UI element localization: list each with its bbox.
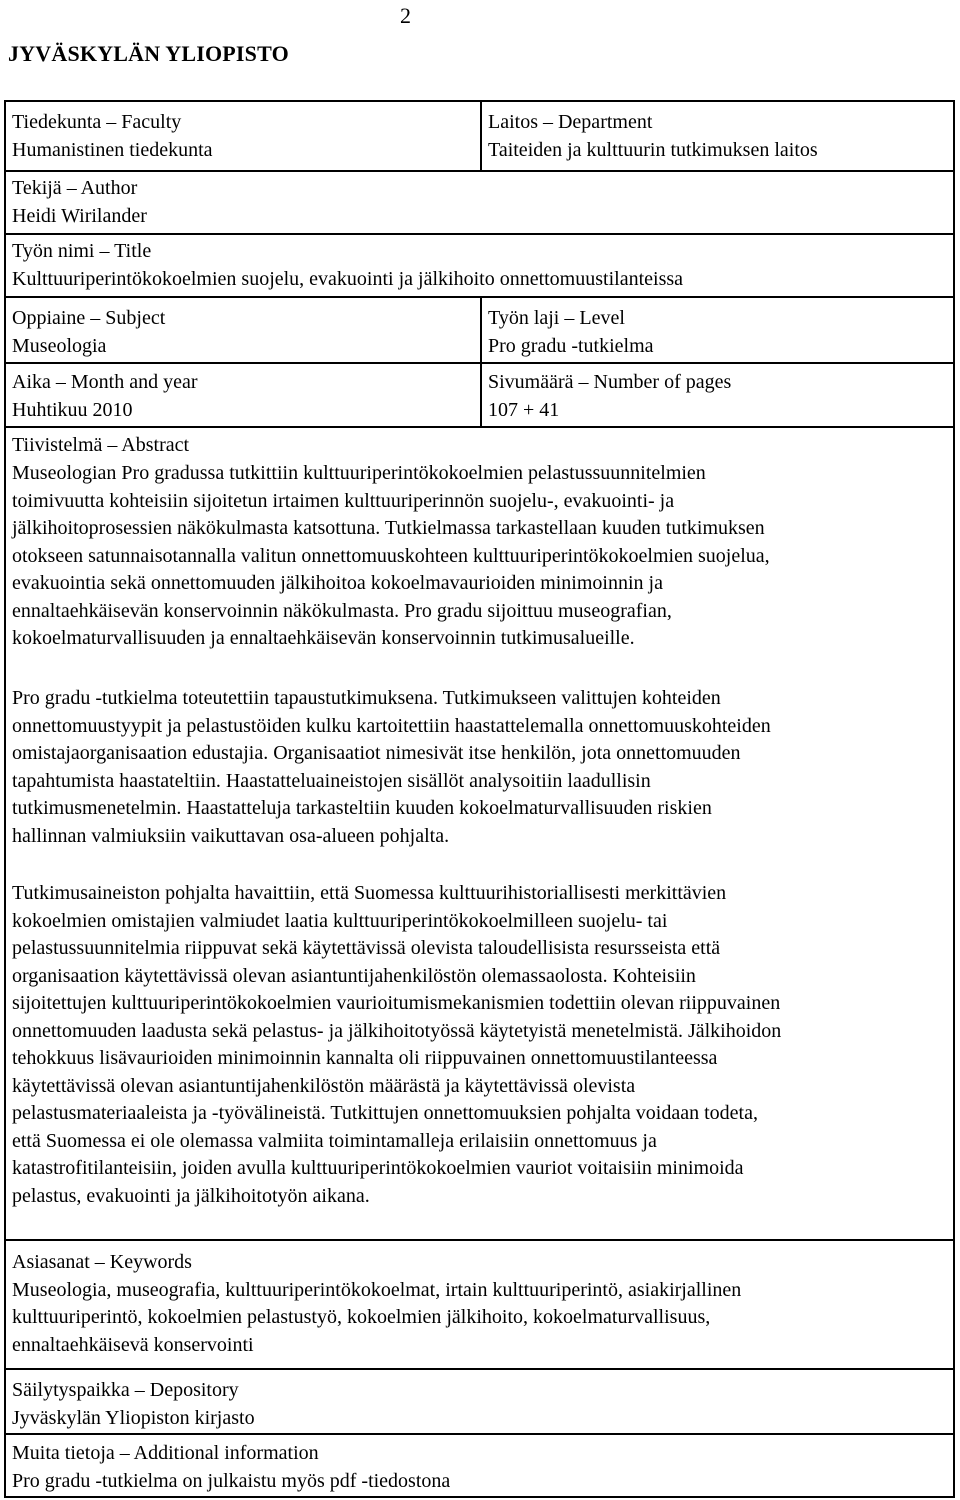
title-label: Työn nimi – Title — [12, 240, 152, 262]
faculty-divider — [480, 102, 482, 170]
level-cell — [488, 304, 654, 360]
text-line: onnettomuustyypit ja pelastustöiden kulku kartoitettiin haastattelemalla onnettomuuskohteiden — [12, 714, 771, 737]
depository-cell — [12, 1376, 255, 1432]
text-line: onnettomuuden laadusta sekä pelastus- ja jälkihoitotyössä käytetyistä menetelmistä. Jälkihoidon — [12, 1019, 782, 1042]
abstract-label: Tiivistelmä – Abstract — [12, 434, 190, 456]
divider — [6, 170, 953, 172]
additional-cell — [12, 1439, 450, 1495]
faculty-value: Humanistinen tiedekunta — [12, 139, 213, 161]
text-line: kokoelmaturvallisuuden ja ennaltaehkäisevän konservoinnin tutkimusalueille. — [12, 627, 635, 649]
department-label: Laitos – Department — [488, 111, 653, 133]
pages-value: 107 + 41 — [488, 399, 560, 421]
subject-cell — [12, 304, 165, 360]
depository-value: Jyväskylän Yliopiston kirjasto — [12, 1407, 255, 1429]
title-value: Kulttuuriperintökokoelmien suojelu, evakuointi ja jälkihoito onnettomuustilanteissa — [12, 268, 684, 290]
divider — [6, 426, 953, 428]
level-divider — [480, 296, 482, 426]
department-value: Taiteiden ja kulttuurin tutkimuksen laitos — [488, 139, 818, 161]
text-line: käytettävissä olevan asiantuntijahenkilöstön määrästä ja käytettävissä olevista — [12, 1074, 636, 1097]
text-line: evakuointia sekä onnettomuuden jälkihoitoa kokoelmavaurioiden minimoinnin ja — [12, 572, 663, 594]
faculty-cell — [12, 108, 213, 164]
author-label: Tekijä – Author — [12, 177, 138, 199]
text-line: tutkimusmenetelmin. Haastatteluja tarkasteltiin kuuden kokoelmaturvallisuuden riskien — [12, 797, 712, 819]
text-line: kulttuuriperintö, kokoelmien pelastustyö, kokoelmien jälkihoito, kokoelmaturvallisuus, — [12, 1306, 711, 1328]
text-line: ennaltaehkäisevä konservointi — [12, 1333, 254, 1356]
keywords-section — [12, 1249, 948, 1359]
text-line: kokoelmien omistajien valmiudet laatia kulttuuriperintökokoelmilleen suojelu- tai — [12, 909, 668, 932]
faculty-label: Tiedekunta – Faculty — [12, 111, 182, 133]
university-name: JYVÄSKYLÄN YLIOPISTO — [8, 41, 289, 66]
text-line: otokseen satunnaisotannalla valitun onnettomuuskohteen kulttuuriperintökokoelmien suojelua, — [12, 544, 770, 567]
text-line: pelastusmateriaaleista ja -työvälineistä. Tutkittujen onnettomuuksien pohjalta voidaan todeta, — [12, 1102, 758, 1124]
text-line: pelastussuunnitelmia riippuvat sekä käytettävissä olevista taloudellisista resursseista että — [12, 937, 721, 959]
date-label: Aika – Month and year — [12, 371, 198, 393]
pages-label: Sivumäärä – Number of pages — [488, 371, 732, 393]
text-line: organisaation käytettävissä olevan asiantuntijahenkilöstön olemassaolosta. Kohteisiin — [12, 964, 696, 987]
text-line: ennaltaehkäisevän konservoinnin näkökulmasta. Pro gradu sijoittuu museografian, — [12, 599, 672, 622]
date-cell — [12, 368, 198, 424]
text-line: toimivuutta kohteisiin sijoitetun irtaimen kulttuuriperinnön suojelu-, evakuointi- ja — [12, 489, 675, 512]
abstract-paragraph-3 — [12, 880, 948, 1210]
date-value: Huhtikuu 2010 — [12, 399, 133, 421]
text-line: jälkihoitoprosessien näkökulmasta katsottuna. Tutkielmassa tarkastellaan kuuden tutkimuksen — [12, 517, 765, 539]
abstract-section — [12, 432, 948, 460]
subject-value: Museologia — [12, 335, 107, 357]
abstract-paragraph-2 — [12, 685, 948, 850]
keywords-label: Asiasanat – Keywords — [12, 1251, 192, 1273]
title-cell — [12, 237, 683, 293]
abstract-paragraph-1 — [12, 460, 948, 653]
text-line: tehokkuus lisävaurioiden minimoinnin kannalta oli riippuvainen onnettomuustilanteessa — [12, 1047, 718, 1069]
page-number: 2 — [400, 3, 411, 28]
additional-label: Muita tietoja – Additional information — [12, 1442, 319, 1464]
text-line: hallinnan valmiuksiin vaikuttavan osa-alueen pohjalta. — [12, 824, 450, 847]
text-line: Museologian Pro gradussa tutkittiin kulttuuriperintökokoelmien pelastussuunnitelmien — [12, 462, 706, 484]
text-line: katastrofitilanteisiin, joiden avulla kulttuuriperintökokoelmien vauriot voitaisiin minimoida — [12, 1157, 744, 1179]
text-line: että Suomessa ei ole olemassa valmiita toimintamalleja erilaisiin onnettomuus ja — [12, 1129, 657, 1152]
author-cell — [12, 174, 147, 230]
department-cell — [488, 108, 818, 164]
divider — [6, 233, 953, 235]
text-line: Tutkimusaineiston pohjalta havaittiin, että Suomessa kulttuurihistoriallisesti merkittävien — [12, 882, 727, 904]
text-line: omistajaorganisaation edustajia. Organisaatiot nimesivät itse henkilön, jota onnettomuuden — [12, 742, 741, 764]
divider — [6, 362, 953, 364]
depository-label: Säilytyspaikka – Depository — [12, 1379, 239, 1401]
abstract-form — [4, 100, 955, 1498]
author-value: Heidi Wirilander — [12, 205, 147, 227]
text-line: pelastus, evakuointi ja jälkihoitotyön aikana. — [12, 1184, 370, 1207]
divider — [6, 1433, 953, 1435]
text-line: Pro gradu -tutkielma toteutettiin tapaustutkimuksena. Tutkimukseen valittujen kohteiden — [12, 687, 721, 709]
additional-value: Pro gradu -tutkielma on julkaistu myös pdf -tiedostona — [12, 1470, 451, 1492]
level-label: Työn laji – Level — [488, 307, 625, 329]
divider — [6, 1239, 953, 1241]
divider — [6, 1368, 953, 1370]
text-line: sijoitettujen kulttuuriperintökokoelmien vaurioitumismekanismien todettiin olevan riippuvainen — [12, 992, 781, 1014]
text-line: Museologia, museografia, kulttuuriperintökokoelmat, irtain kulttuuriperintö, asiakirjallinen — [12, 1278, 742, 1301]
subject-label: Oppiaine – Subject — [12, 307, 166, 329]
level-value: Pro gradu -tutkielma — [488, 335, 654, 357]
text-line: tapahtumista haastateltiin. Haastatteluaineistojen sisällöt analysoitiin laadullisin — [12, 769, 651, 792]
pages-cell — [488, 368, 731, 424]
